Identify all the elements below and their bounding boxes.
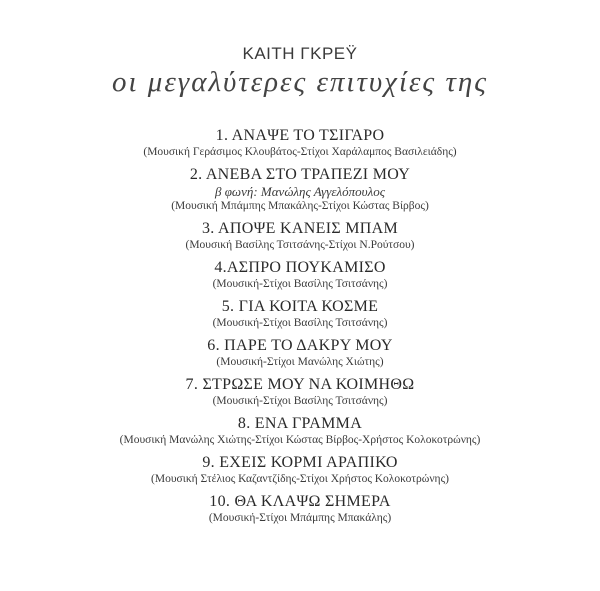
track-credits: (Μουσική Βασίλης Τσιτσάνης-Στίχοι Ν.Ρούτσου): [185, 239, 415, 251]
track-title: 5. ΓΙΑ ΚΟΙΤΑ ΚΟΣΜΕ: [221, 298, 379, 315]
track-item: [0, 375, 600, 408]
track-item: [0, 165, 600, 213]
track-credits: (Μουσική Μπάμπης Μπακάλης-Στίχοι Κώστας Βίρβος): [171, 200, 429, 212]
track-title: 7. ΣΤΡΩΣΕ ΜΟΥ ΝΑ ΚΟΙΜΗΘΩ: [185, 376, 415, 393]
track-title: 2. ΑΝΕΒΑ ΣΤΟ ΤΡΑΠΕΖΙ ΜΟΥ: [189, 166, 411, 183]
track-title: 9. ΕΧΕΙΣ ΚΟΡΜΙ ΑΡΑΠΙΚΟ: [202, 454, 398, 471]
track-item: [0, 219, 600, 252]
track-item: [0, 453, 600, 486]
track-list: [0, 126, 600, 531]
track-title: 3. ΑΠΟΨΕ ΚΑΝΕΙΣ ΜΠΑΜ: [202, 220, 398, 237]
track-credits: (Μουσική-Στίχοι Βασίλης Τσιτσάνης): [212, 317, 388, 329]
track-title: 10. ΘΑ ΚΛΑΨΩ ΣΗΜΕΡΑ: [209, 493, 391, 510]
track-title: 1. ΑΝΑΨΕ ΤΟ ΤΣΙΓΑΡΟ: [215, 127, 385, 144]
track-item: [0, 336, 600, 369]
track-guest-vocal: β φωνή: Μανώλης Αγγελόπουλος: [215, 184, 385, 199]
track-credits: (Μουσική Μανώλης Χιώτης-Στίχοι Κώστας Βίρβος-Χρήστος Κολοκοτρώνης): [119, 434, 481, 446]
track-credits: (Μουσική Στέλιος Καζαντζίδης-Στίχοι Χρήστος Κολοκοτρώνης): [151, 473, 449, 485]
track-credits: (Μουσική-Στίχοι Μπάμπης Μπακάλης): [208, 512, 392, 524]
track-credits: (Μουσική Γεράσιμος Κλουβάτος-Στίχοι Χαράλαμπος Βασιλειάδης): [143, 146, 457, 158]
album-title: οι μεγαλύτερες επιτυχίες της: [112, 66, 488, 98]
track-title: 6. ΠΑΡΕ ΤΟ ΔΑΚΡΥ ΜΟΥ: [207, 337, 393, 354]
track-item: [0, 297, 600, 330]
track-item: [0, 258, 600, 291]
track-credits: (Μουσική-Στίχοι Βασίλης Τσιτσάνης): [212, 395, 388, 407]
artist-name: ΚΑΙΤΗ ΓΚΡΕΫ: [242, 44, 358, 63]
track-item: [0, 414, 600, 447]
track-item: [0, 492, 600, 525]
track-credits: (Μουσική-Στίχοι Βασίλης Τσιτσάνης): [212, 278, 388, 290]
track-title: 4.ΑΣΠΡΟ ΠΟΥΚΑΜΙΣΟ: [214, 259, 386, 276]
track-title: 8. ΕΝΑ ΓΡΑΜΜΑ: [237, 415, 363, 432]
track-credits: (Μουσική-Στίχοι Μανώλης Χιώτης): [216, 356, 384, 368]
track-item: [0, 126, 600, 159]
